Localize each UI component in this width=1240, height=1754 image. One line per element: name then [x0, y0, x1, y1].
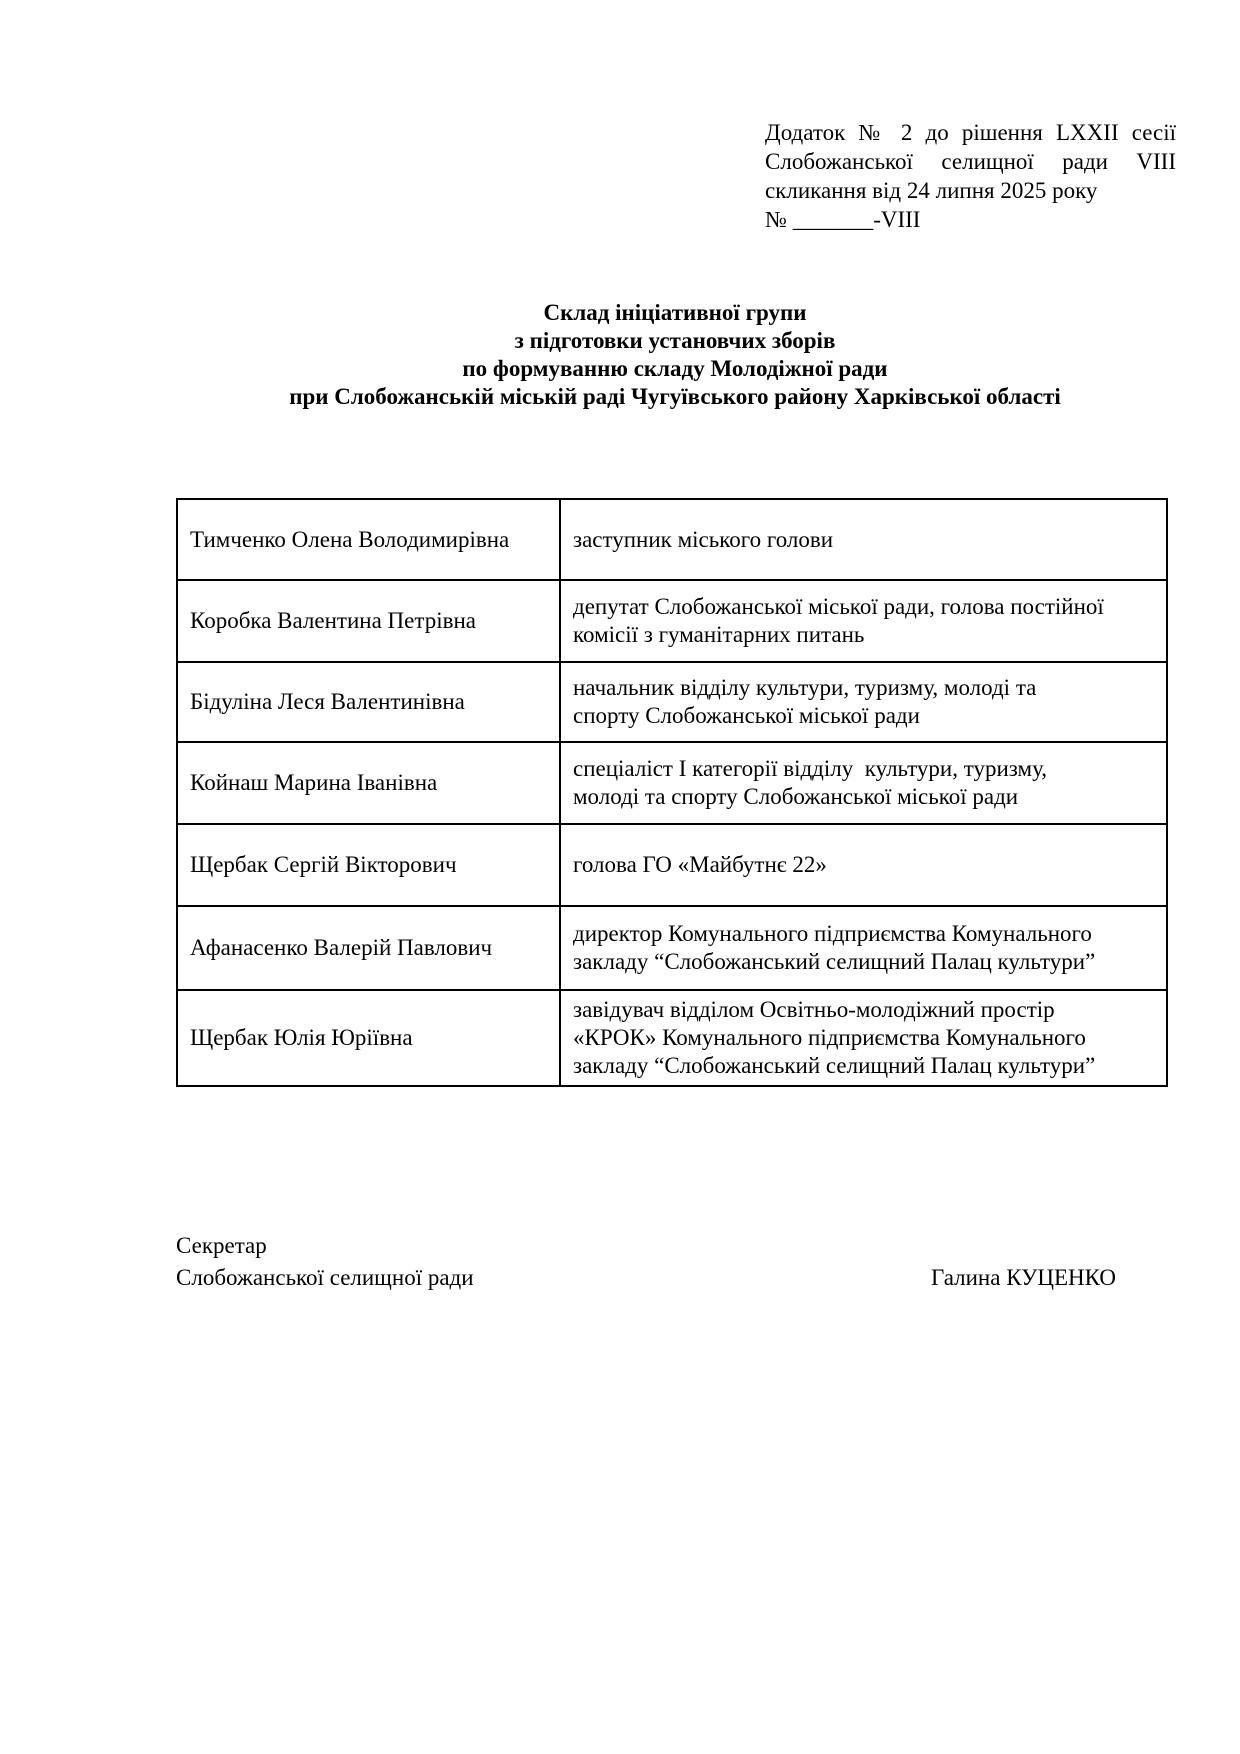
position-line: молоді та спорту Слобожанської міської ради: [573, 784, 1019, 809]
member-position: [560, 824, 1167, 906]
member-position: [560, 742, 1167, 824]
members-table: [176, 498, 1168, 1087]
document-title: [0, 299, 1240, 411]
position-line: «КРОК» Комунального підприємства Комунального: [573, 1025, 1086, 1050]
appendix-line: Додаток № 2 до рішення LXXII сесії: [765, 120, 1176, 145]
member-name: Афанасенко Валерій Павлович: [177, 906, 560, 990]
signature-row: [176, 1262, 1116, 1294]
table-row: [177, 499, 1167, 580]
table-row: [177, 824, 1167, 906]
appendix-line: скликання від 24 липня 2025 року: [765, 178, 1098, 203]
signature-role: Секретар: [176, 1233, 267, 1258]
table-row: [177, 742, 1167, 824]
position-line: голова ГО «Майбутнє 22»: [573, 852, 827, 877]
position-line: заступник міського голови: [573, 526, 834, 552]
member-name: Койнаш Марина Іванівна: [177, 742, 560, 824]
appendix-line: Слобожанської селищної ради VIII: [765, 149, 1176, 174]
signature-block: [176, 1230, 1116, 1294]
member-position: [560, 662, 1167, 742]
position-line: закладу “Слобожанський селищний Палац культури”: [573, 949, 1096, 974]
signature-council: Слобожанської селищної ради: [176, 1265, 474, 1290]
table-row: [177, 662, 1167, 742]
member-position: [560, 499, 1167, 580]
title-line: при Слобожанській міській раді Чугуївського району Харківської області: [289, 384, 1061, 409]
position-line: начальник відділу культури, туризму, молоді та: [573, 675, 1037, 700]
member-position: [560, 990, 1167, 1086]
title-line: Склад ініціативної групи: [543, 300, 807, 325]
appendix-header: [765, 118, 1176, 234]
member-position: [560, 906, 1167, 990]
title-line: з підготовки установчих зборів: [514, 328, 836, 353]
position-line: депутат Слобожанської міської ради, голова постійної: [573, 594, 1104, 619]
member-position: [560, 580, 1167, 662]
position-line: директор Комунального підприємства Комунального: [573, 921, 1092, 946]
table-row: [177, 906, 1167, 990]
member-name: Тимченко Олена Володимирівна: [177, 499, 560, 580]
member-name: Щербак Юлія Юріївна: [177, 990, 560, 1086]
signature-name: Галина КУЦЕНКО: [931, 1265, 1116, 1290]
position-line: закладу “Слобожанський селищний Палац культури”: [573, 1053, 1096, 1078]
member-name: Щербак Сергій Вікторович: [177, 824, 560, 906]
position-line: комісії з гуманітарних питань: [573, 622, 865, 647]
member-name: Бідуліна Леся Валентинівна: [177, 662, 560, 742]
title-line: по формуванню складу Молодіжної ради: [462, 356, 888, 381]
position-line: спорту Слобожанської міської ради: [573, 703, 920, 728]
position-line: завідувач відділом Освітньо-молодіжний простір: [573, 997, 1055, 1022]
table-row: [177, 580, 1167, 662]
position-line: спеціаліст І категорії відділу культури, туризму,: [573, 756, 1048, 781]
appendix-line: № _______-VIII: [765, 207, 921, 232]
table-row: [177, 990, 1167, 1086]
member-name: Коробка Валентина Петрівна: [177, 580, 560, 662]
